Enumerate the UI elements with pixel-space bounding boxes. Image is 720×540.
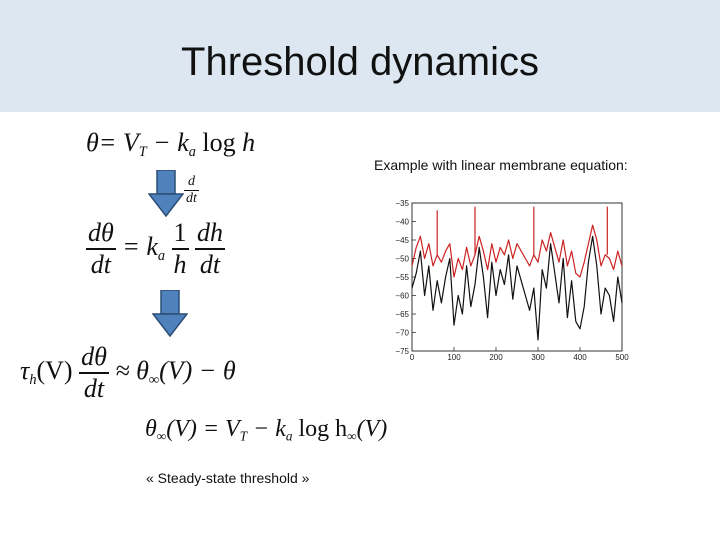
- eq1-h: h: [242, 128, 256, 157]
- eq4-log: log h: [292, 416, 348, 442]
- eq2-f1-num: 1: [172, 218, 189, 250]
- eq4-minus: − k: [247, 416, 286, 442]
- x-tick-label: 300: [531, 353, 545, 362]
- eq1-vt-sub: T: [138, 144, 147, 160]
- equation-threshold-derivative: [86, 218, 225, 280]
- eq4-lhs-arg: (V) = V: [166, 416, 240, 442]
- eq1-vt: = V: [98, 128, 139, 157]
- x-tick-label: 200: [489, 353, 503, 362]
- equation-threshold-relaxation: [20, 342, 236, 404]
- eq1-ka: − k: [146, 128, 189, 157]
- eq3-tau-arg: (V): [36, 355, 73, 385]
- eq4-h-arg: (V): [356, 416, 388, 442]
- y-tick-label: −40: [395, 217, 409, 227]
- y-tick-label: −65: [395, 310, 409, 319]
- eq1-log: log: [195, 128, 243, 157]
- derivative-operator-label: [184, 174, 199, 207]
- eq3-approx-arg: (V) − θ: [159, 355, 236, 385]
- eq3-lhs-num: dθ: [79, 342, 109, 374]
- y-tick-label: −50: [395, 254, 409, 264]
- equation-steady-state-threshold: [145, 416, 387, 445]
- eq2-f2-den: dt: [199, 250, 221, 279]
- eq2-lhs-den: dt: [90, 250, 111, 279]
- eq2-lhs-num: dθ: [86, 218, 116, 250]
- y-tick-label: −35: [395, 199, 409, 208]
- x-tick-label: 100: [447, 353, 461, 362]
- eq4-vt-sub: T: [239, 428, 248, 444]
- eq4-theta: θ: [145, 416, 157, 442]
- eq4-ka-sub: a: [285, 428, 293, 444]
- equation-threshold: [86, 128, 255, 161]
- eq3-lhs-den: dt: [83, 374, 105, 403]
- eq1-ka-sub: a: [188, 144, 196, 160]
- ddt-den: dt: [186, 191, 197, 206]
- ddt-num: d: [184, 174, 199, 191]
- down-arrow-icon: [152, 290, 188, 338]
- down-arrow-icon: [148, 170, 184, 218]
- plot-frame: [412, 203, 622, 351]
- plot-caption: Example with linear membrane equation:: [374, 157, 628, 173]
- y-tick-label: −55: [395, 273, 409, 282]
- x-tick-label: 0: [409, 353, 415, 362]
- y-tick-label: −60: [395, 291, 409, 301]
- eq3-approx-sub: ∞: [148, 371, 160, 388]
- eq3-tau: τ: [20, 355, 30, 385]
- eq4-h-sub: ∞: [347, 428, 357, 444]
- steady-state-caption: « Steady-state threshold »: [146, 470, 310, 486]
- eq2-f1-den: h: [173, 250, 187, 279]
- eq2-ka: = k: [115, 231, 158, 261]
- eq4-theta-sub: ∞: [156, 428, 167, 444]
- y-tick-label: −70: [395, 328, 409, 338]
- y-tick-label: −75: [395, 347, 409, 356]
- eq1-theta: θ: [86, 128, 99, 157]
- eq2-ka-sub: a: [157, 247, 166, 264]
- eq3-tau-sub: h: [29, 371, 37, 388]
- x-tick-label: 400: [573, 353, 587, 362]
- eq3-approx: ≈ θ: [108, 355, 149, 385]
- eq2-f2-num: dh: [195, 218, 225, 250]
- page-title: Threshold dynamics: [181, 40, 539, 84]
- y-tick-label: −45: [395, 236, 409, 245]
- membrane-potential-chart: [380, 195, 630, 365]
- x-tick-label: 500: [615, 353, 629, 362]
